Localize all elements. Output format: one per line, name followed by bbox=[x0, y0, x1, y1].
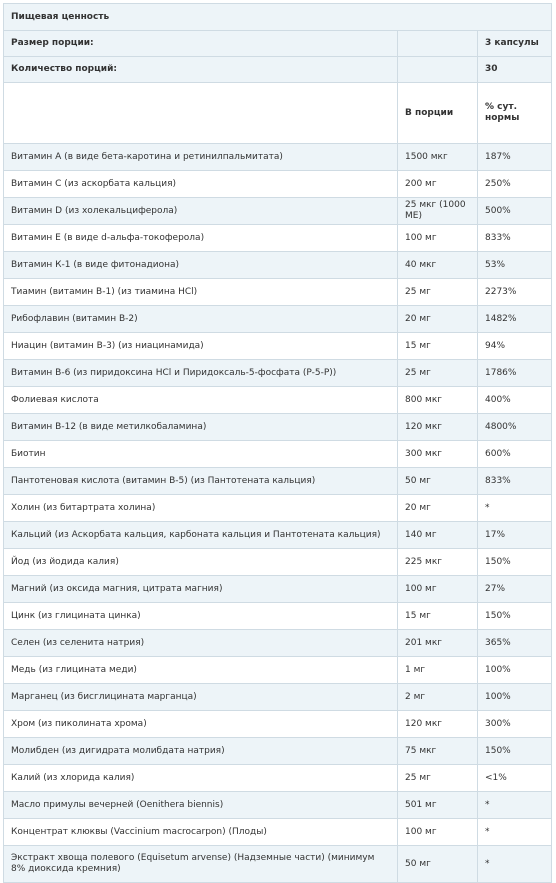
nutrient-name: Фолиевая кислота bbox=[4, 387, 398, 414]
nutrient-row bbox=[4, 333, 552, 360]
nutrient-row bbox=[4, 387, 552, 414]
nutrient-amount: 1500 мкг bbox=[398, 144, 478, 171]
nutrient-row bbox=[4, 306, 552, 333]
nutrient-name: Холин (из битартрата холина) bbox=[4, 495, 398, 522]
nutrient-name: Тиамин (витамин В-1) (из тиамина HCl) bbox=[4, 279, 398, 306]
nutrient-name: Кальций (из Аскорбата кальция, карбоната кальция и Пантотената кальция) bbox=[4, 522, 398, 549]
nutrient-name: Ниацин (витамин В-3) (из ниацинамида) bbox=[4, 333, 398, 360]
nutrient-name: Марганец (из бисглицината марганца) bbox=[4, 684, 398, 711]
nutrient-amount: 800 мкг bbox=[398, 387, 478, 414]
nutrient-amount: 100 мг bbox=[398, 225, 478, 252]
nutrient-amount: 50 мг bbox=[398, 846, 478, 883]
servings-count-row bbox=[4, 57, 552, 83]
nutrient-amount: 25 мг bbox=[398, 360, 478, 387]
nutrient-name: Калий (из хлорида калия) bbox=[4, 765, 398, 792]
nutrient-daily-value: 300% bbox=[478, 711, 552, 738]
nutrient-name: Витамин С (из аскорбата кальция) bbox=[4, 171, 398, 198]
serving-size-value: 3 капсулы bbox=[478, 31, 552, 57]
table-title: Пищевая ценность bbox=[4, 4, 552, 31]
nutrient-row bbox=[4, 630, 552, 657]
nutrient-daily-value: 250% bbox=[478, 171, 552, 198]
nutrition-table bbox=[3, 3, 552, 883]
nutrient-daily-value: 53% bbox=[478, 252, 552, 279]
column-header-row bbox=[4, 83, 552, 144]
header-daily-value: % сут. нормы bbox=[478, 83, 552, 144]
title-row bbox=[4, 4, 552, 31]
nutrient-daily-value: 4800% bbox=[478, 414, 552, 441]
nutrient-amount: 50 мг bbox=[398, 468, 478, 495]
nutrient-amount: 1 мг bbox=[398, 657, 478, 684]
nutrient-name: Концентрат клюквы (Vaccinium macrocarpon) (Плоды) bbox=[4, 819, 398, 846]
nutrient-amount: 120 мкг bbox=[398, 414, 478, 441]
nutrient-name: Витамин А (в виде бета-каротина и ретинилпальмитата) bbox=[4, 144, 398, 171]
nutrient-daily-value: 1482% bbox=[478, 306, 552, 333]
nutrient-daily-value: 150% bbox=[478, 549, 552, 576]
nutrient-daily-value: 2273% bbox=[478, 279, 552, 306]
nutrient-name: Экстракт хвоща полевого (Equisetum arvense) (Надземные части) (минимум 8% диоксида кремния) bbox=[4, 846, 398, 883]
nutrient-daily-value: 400% bbox=[478, 387, 552, 414]
nutrient-name: Масло примулы вечерней (Oenithera biennis) bbox=[4, 792, 398, 819]
nutrient-name: Медь (из глицината меди) bbox=[4, 657, 398, 684]
nutrient-amount: 200 мг bbox=[398, 171, 478, 198]
nutrient-amount: 100 мг bbox=[398, 576, 478, 603]
nutrient-row bbox=[4, 279, 552, 306]
nutrient-row bbox=[4, 171, 552, 198]
nutrient-amount: 120 мкг bbox=[398, 711, 478, 738]
nutrient-row bbox=[4, 144, 552, 171]
nutrient-name: Магний (из оксида магния, цитрата магния) bbox=[4, 576, 398, 603]
nutrient-amount: 140 мг bbox=[398, 522, 478, 549]
nutrient-row bbox=[4, 819, 552, 846]
header-nutrient bbox=[4, 83, 398, 144]
nutrient-row bbox=[4, 549, 552, 576]
nutrient-daily-value: 100% bbox=[478, 657, 552, 684]
nutrient-daily-value: 27% bbox=[478, 576, 552, 603]
nutrient-name: Витамин Е (в виде d-альфа-токоферола) bbox=[4, 225, 398, 252]
nutrient-daily-value: * bbox=[478, 495, 552, 522]
nutrient-name: Биотин bbox=[4, 441, 398, 468]
nutrient-daily-value: 500% bbox=[478, 198, 552, 225]
nutrient-row bbox=[4, 792, 552, 819]
nutrient-daily-value: 365% bbox=[478, 630, 552, 657]
nutrient-daily-value: 17% bbox=[478, 522, 552, 549]
serving-size-empty-cell bbox=[398, 31, 478, 57]
nutrient-amount: 100 мг bbox=[398, 819, 478, 846]
nutrient-amount: 2 мг bbox=[398, 684, 478, 711]
nutrient-amount: 300 мкг bbox=[398, 441, 478, 468]
nutrient-amount: 15 мг bbox=[398, 603, 478, 630]
servings-count-label: Количество порций: bbox=[4, 57, 398, 83]
nutrient-daily-value: * bbox=[478, 846, 552, 883]
nutrient-daily-value: 150% bbox=[478, 738, 552, 765]
nutrient-amount: 75 мкг bbox=[398, 738, 478, 765]
nutrient-name: Пантотеновая кислота (витамин В-5) (из Пантотената кальция) bbox=[4, 468, 398, 495]
nutrient-daily-value: 1786% bbox=[478, 360, 552, 387]
nutrient-name: Йод (из йодида калия) bbox=[4, 549, 398, 576]
nutrient-amount: 25 мкг (1000 МЕ) bbox=[398, 198, 478, 225]
nutrient-daily-value: <1% bbox=[478, 765, 552, 792]
nutrient-row bbox=[4, 252, 552, 279]
nutrient-daily-value: 94% bbox=[478, 333, 552, 360]
nutrient-row bbox=[4, 198, 552, 225]
nutrient-amount: 225 мкг bbox=[398, 549, 478, 576]
nutrient-amount: 501 мг bbox=[398, 792, 478, 819]
nutrient-name: Цинк (из глицината цинка) bbox=[4, 603, 398, 630]
nutrient-row bbox=[4, 576, 552, 603]
header-per-serving: В порции bbox=[398, 83, 478, 144]
nutrient-row bbox=[4, 603, 552, 630]
nutrient-daily-value: 100% bbox=[478, 684, 552, 711]
nutrient-row bbox=[4, 657, 552, 684]
nutrient-name: Витамин В-12 (в виде метилкобаламина) bbox=[4, 414, 398, 441]
serving-size-label: Размер порции: bbox=[4, 31, 398, 57]
nutrient-daily-value: * bbox=[478, 792, 552, 819]
nutrient-amount: 25 мг bbox=[398, 279, 478, 306]
nutrition-table-body bbox=[4, 4, 552, 883]
nutrient-row bbox=[4, 846, 552, 883]
nutrient-row bbox=[4, 738, 552, 765]
nutrient-name: Хром (из пиколината хрома) bbox=[4, 711, 398, 738]
nutrient-row bbox=[4, 468, 552, 495]
nutrient-row bbox=[4, 495, 552, 522]
nutrient-amount: 20 мг bbox=[398, 495, 478, 522]
nutrient-name: Витамин В-6 (из пиридоксина HCl и Пиридоксаль-5-фосфата (P-5-P)) bbox=[4, 360, 398, 387]
nutrient-name: Молибден (из дигидрата молибдата натрия) bbox=[4, 738, 398, 765]
nutrient-daily-value: 187% bbox=[478, 144, 552, 171]
nutrient-row bbox=[4, 684, 552, 711]
nutrient-daily-value: * bbox=[478, 819, 552, 846]
nutrient-row bbox=[4, 522, 552, 549]
nutrient-row bbox=[4, 360, 552, 387]
nutrient-amount: 201 мкг bbox=[398, 630, 478, 657]
servings-count-value: 30 bbox=[478, 57, 552, 83]
nutrient-row bbox=[4, 414, 552, 441]
nutrient-row bbox=[4, 711, 552, 738]
nutrient-row bbox=[4, 441, 552, 468]
nutrient-daily-value: 833% bbox=[478, 468, 552, 495]
nutrient-name: Рибофлавин (витамин В-2) bbox=[4, 306, 398, 333]
nutrient-daily-value: 150% bbox=[478, 603, 552, 630]
nutrient-daily-value: 600% bbox=[478, 441, 552, 468]
nutrient-amount: 40 мкг bbox=[398, 252, 478, 279]
nutrient-daily-value: 833% bbox=[478, 225, 552, 252]
serving-size-row bbox=[4, 31, 552, 57]
servings-count-empty-cell bbox=[398, 57, 478, 83]
nutrient-name: Селен (из селенита натрия) bbox=[4, 630, 398, 657]
nutrient-name: Витамин К-1 (в виде фитонадиона) bbox=[4, 252, 398, 279]
nutrient-row bbox=[4, 765, 552, 792]
nutrient-amount: 20 мг bbox=[398, 306, 478, 333]
nutrient-name: Витамин D (из холекальциферола) bbox=[4, 198, 398, 225]
nutrient-amount: 25 мг bbox=[398, 765, 478, 792]
nutrient-amount: 15 мг bbox=[398, 333, 478, 360]
nutrient-row bbox=[4, 225, 552, 252]
